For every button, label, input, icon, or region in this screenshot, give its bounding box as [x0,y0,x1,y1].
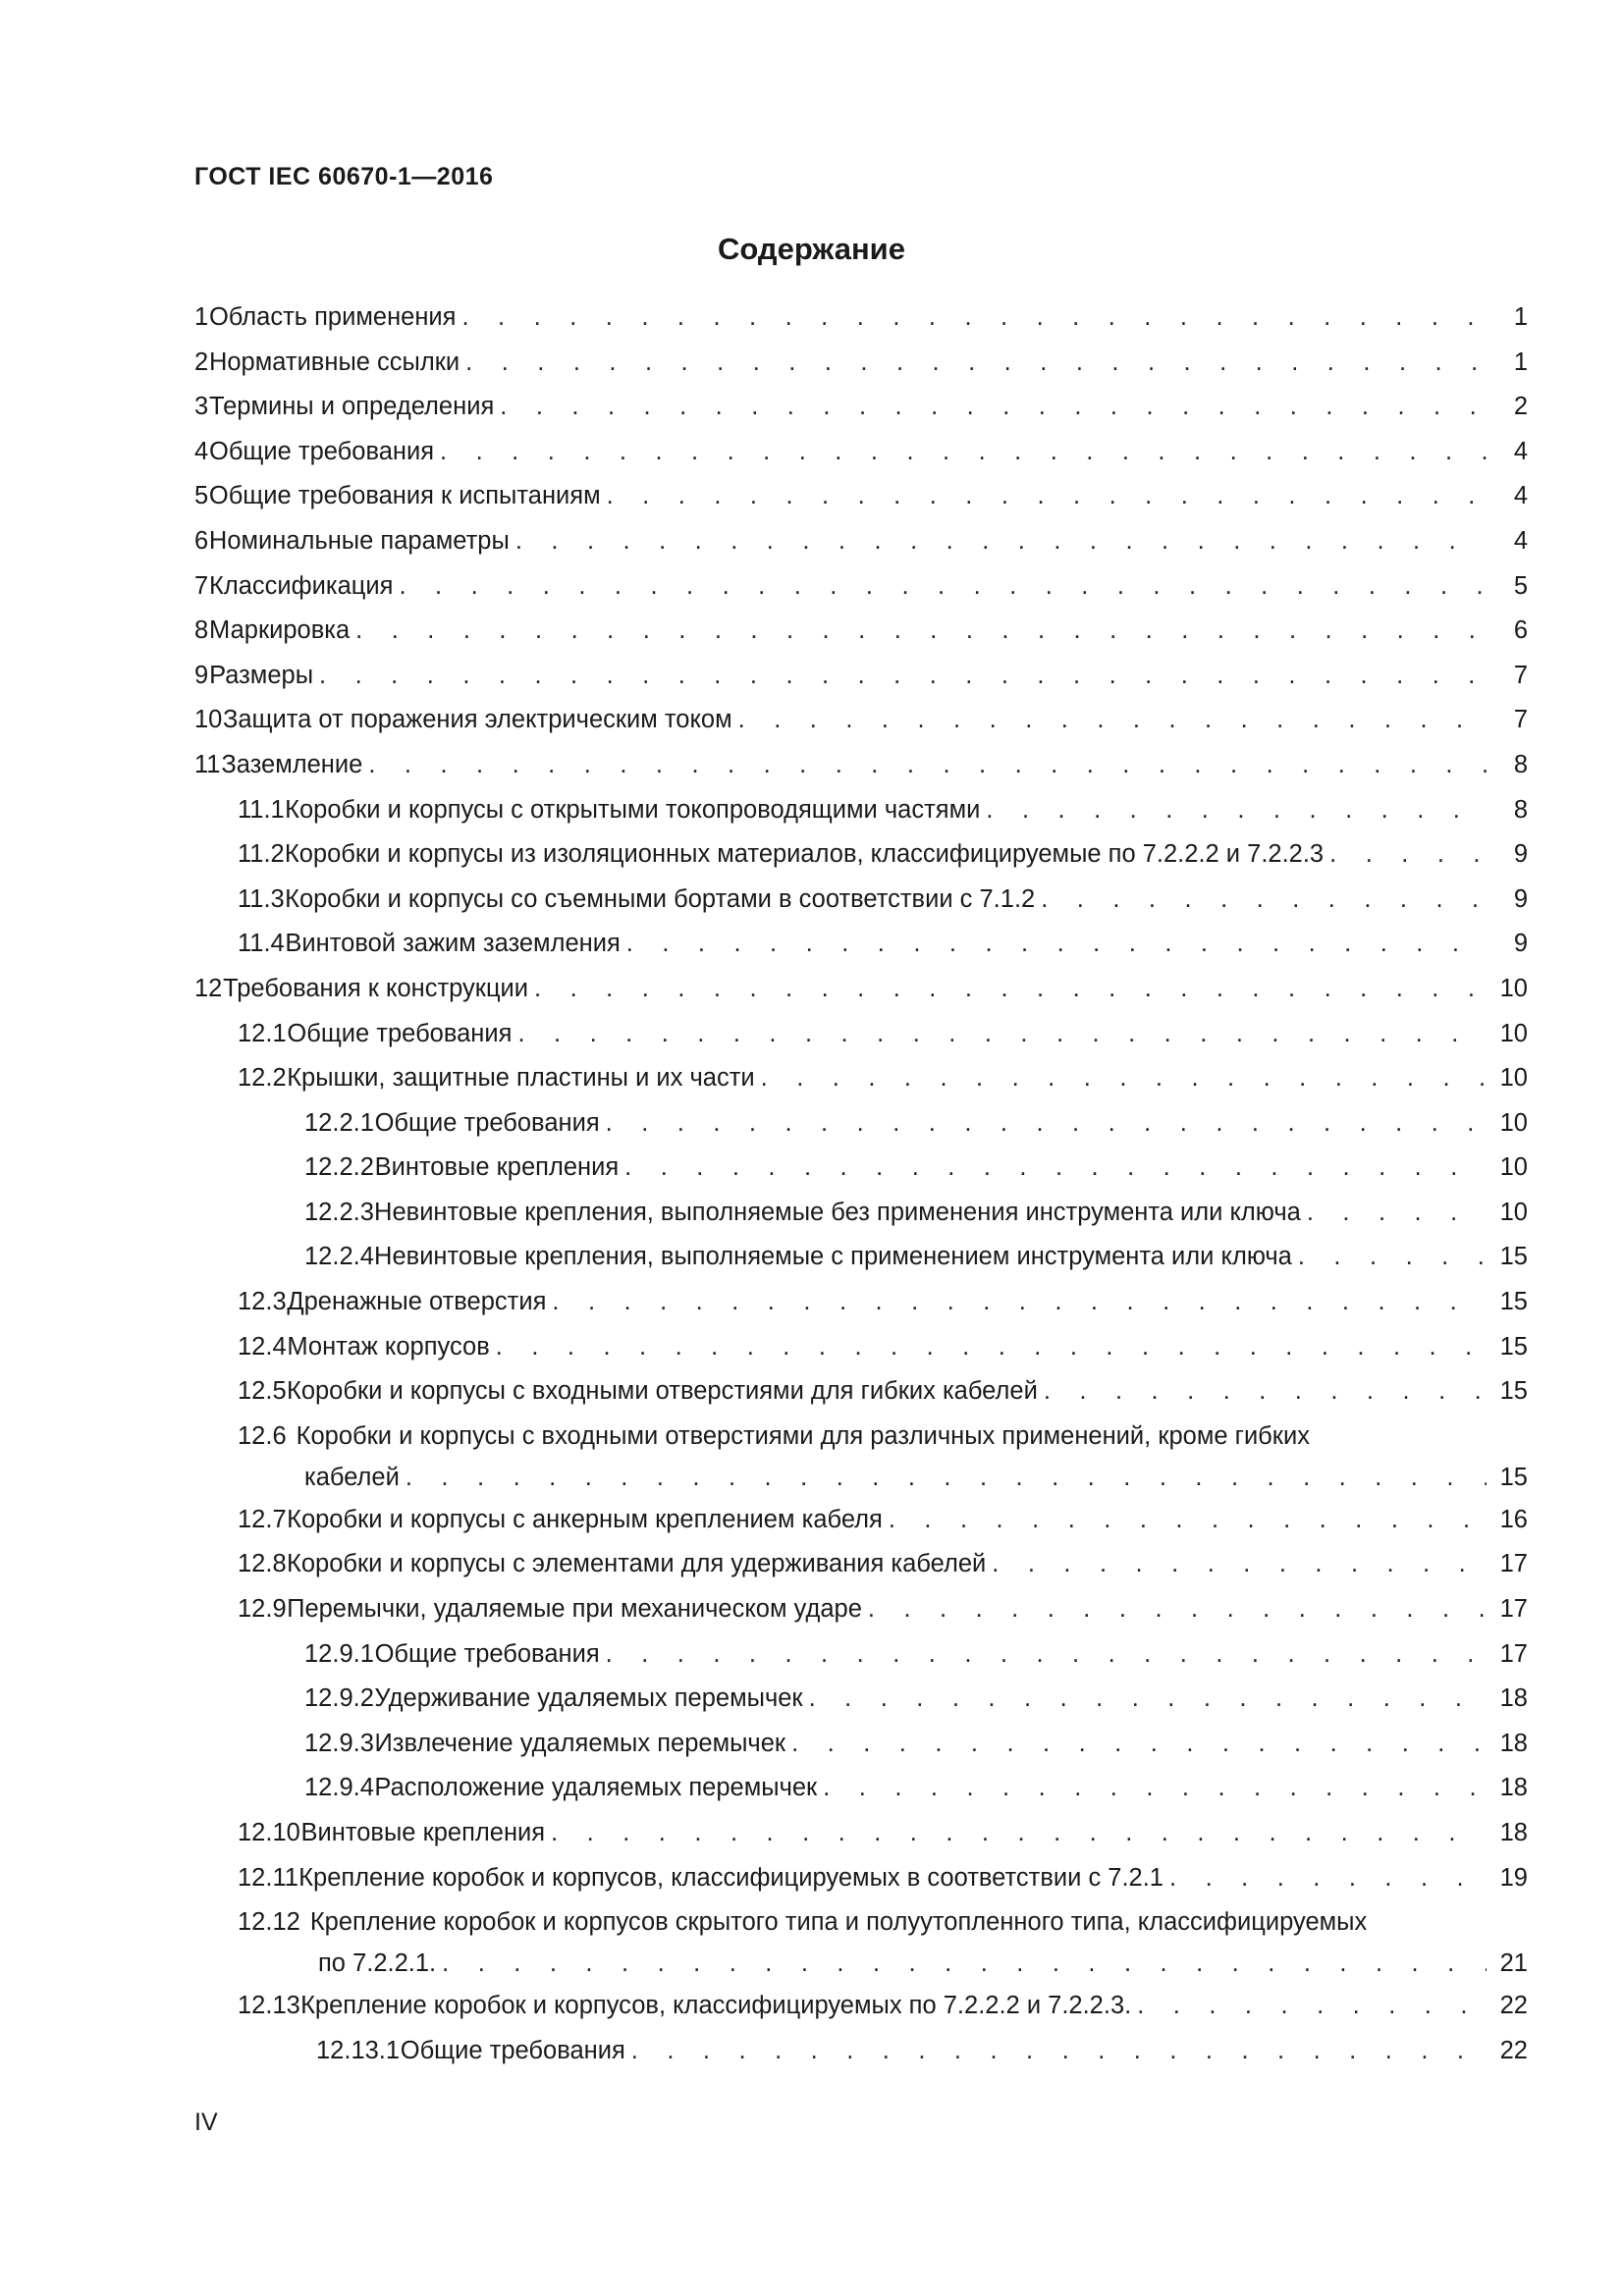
toc-entry-number: 12.9.4 [304,1774,374,1802]
toc-leader-dots [1307,1198,1487,1227]
toc-entry-title: Маркировка [209,616,351,645]
toc-entry-title: Удерживание удаляемых перемычек [374,1684,803,1713]
toc-leader-dots [791,1729,1487,1758]
toc-leader-dots [1298,1242,1487,1271]
toc-entry[interactable] [194,1639,1528,1684]
toc-entry-title: Винтовые крепления [374,1153,620,1182]
toc-entry[interactable] [194,1683,1528,1729]
toc-leader-dots [1329,839,1487,869]
toc-entry[interactable] [194,1773,1528,1818]
toc-entry[interactable] [194,1594,1528,1639]
toc-entry[interactable] [194,481,1528,526]
toc-leader-dots [1041,884,1487,914]
toc-entry-title: Крепление коробок и корпусов, классифицируемых по 7.2.2.2 и 7.2.2.3. [300,1992,1132,2020]
toc-entry-number: 12.13.1 [316,2036,401,2064]
toc-entry-page: 18 [1499,1729,1528,1757]
toc-entry-title: Дренажные отверстия [287,1288,547,1316]
toc-leader-dots [1137,1991,1487,2020]
toc-entry-number: 4 [194,437,209,465]
toc-leader-dots [606,1108,1487,1138]
toc-entry[interactable] [194,929,1528,974]
toc-entry-number: 2 [194,347,209,376]
toc-entry-number: 10 [194,706,223,734]
toc-entry-page: 15 [1499,1243,1528,1271]
toc-leader-dots [631,2036,1487,2065]
toc-entry-number: 12.7 [238,1505,287,1533]
toc-leader-dots [406,1463,1487,1492]
toc-entry-page: 9 [1513,884,1528,913]
toc-entry-number: 3 [194,393,209,421]
toc-entry-title: Коробки и корпусы из изоляционных материалов, классифицируемые по 7.2.2.2 и 7.2.2.3 [284,840,1325,869]
table-of-contents [194,302,1528,2080]
toc-entry-page: 10 [1499,1108,1528,1137]
toc-entry-title: Коробки и корпусы с открытыми токопроводящими частями [285,795,981,824]
toc-entry[interactable] [194,1063,1528,1108]
toc-entry[interactable] [194,974,1528,1019]
toc-entry-number: 12 [194,974,223,1002]
toc-entry-number: 11.4 [238,930,285,958]
toc-entry-number: 12.13 [238,1992,300,2020]
toc-leader-dots [551,1818,1487,1847]
toc-entry[interactable] [194,1729,1528,1774]
toc-entry[interactable] [194,1287,1528,1332]
toc-entry-title: Винтовые крепления [300,1819,546,1846]
page-number: IV [194,2109,218,2136]
toc-entry-number: 5 [194,482,209,510]
toc-entry-page: 5 [1513,571,1528,600]
toc-entry-page: 16 [1499,1505,1528,1533]
toc-entry-title: Номинальные параметры [208,526,510,555]
toc-entry-title: Заземление [221,750,363,778]
toc-entry-page: 10 [1499,974,1528,1002]
toc-entry[interactable] [194,1242,1528,1287]
toc-entry-title: Крепление коробок и корпусов, классифицируемых в соответствии с 7.2.1 [298,1863,1163,1892]
toc-entry-title: Коробки и корпусы со съемными бортами в соответствии с 7.1.2 [285,884,1036,913]
toc-entry-page: 1 [1513,347,1528,376]
toc-leader-dots [1169,1863,1487,1893]
toc-entry-number: 12.9 [238,1595,287,1624]
toc-leader-dots [515,526,1487,556]
toc-leader-dots [823,1773,1487,1802]
toc-leader-dots [465,347,1487,377]
toc-entry[interactable] [194,1991,1528,2036]
toc-entry-number: 7 [194,571,209,600]
toc-leader-dots [534,974,1487,1003]
toc-entry[interactable] [194,1818,1528,1863]
toc-leader-dots [552,1287,1487,1316]
toc-leader-dots [1044,1376,1487,1406]
toc-entry-page: 15 [1499,1377,1528,1406]
toc-entry-title: Винтовой зажим заземления [285,930,621,958]
toc-entry-page: 15 [1499,1463,1528,1491]
toc-entry-number: 12.5 [238,1377,287,1406]
toc-entry[interactable] [194,2036,1528,2081]
toc-entry-title: Невинтовые крепления, выполняемые с применением инструмента или ключа [374,1243,1292,1271]
toc-entry[interactable] [194,571,1528,616]
toc-entry-number: 11.1 [238,795,285,824]
toc-leader-dots [889,1505,1487,1534]
toc-entry-number: 12.10 [238,1819,300,1846]
toc-entry-number: 11 [194,750,221,778]
toc-entry[interactable] [194,1019,1528,1064]
toc-entry-title: Общие требования [374,1639,600,1668]
toc-entry-title: Термины и определения [208,393,495,421]
toc-entry-number: 11.2 [238,840,285,869]
toc-entry-page: 8 [1513,795,1528,824]
toc-entry-page: 10 [1499,1198,1528,1226]
toc-entry-title-continued: кабелей [304,1463,400,1491]
toc-entry-title: Коробки и корпусы с входными отверстиями для различных применений, кроме гибких [296,1421,1310,1450]
toc-leader-dots [992,1549,1487,1578]
toc-entry-number: 8 [194,616,209,645]
toc-entry[interactable] [194,795,1528,840]
toc-entry-page: 17 [1499,1550,1528,1578]
toc-entry-number: 9 [194,661,209,689]
toc-entry[interactable] [194,884,1528,930]
toc-entry[interactable] [194,705,1528,750]
toc-entry[interactable] [194,526,1528,571]
toc-leader-dots [319,661,1487,690]
toc-entry-page: 15 [1499,1332,1528,1361]
toc-entry[interactable] [194,1505,1528,1550]
toc-leader-dots [500,392,1487,421]
toc-entry[interactable] [194,392,1528,437]
toc-entry[interactable] [194,1152,1528,1198]
toc-entry-page: 17 [1499,1595,1528,1624]
toc-entry-number: 12.2.2 [304,1153,374,1182]
toc-leader-dots [624,1152,1487,1182]
toc-entry-number: 12.11 [238,1863,298,1892]
toc-leader-dots [868,1594,1487,1624]
toc-entry[interactable] [194,302,1528,347]
toc-entry-title: Требования к конструкции [223,974,529,1002]
toc-leader-dots [399,571,1487,601]
toc-leader-dots [761,1063,1487,1093]
toc-entry-page: 15 [1499,1288,1528,1316]
toc-entry[interactable] [194,1332,1528,1377]
toc-entry-page: 7 [1513,706,1528,734]
toc-leader-dots [440,437,1487,466]
toc-entry-page: 2 [1513,393,1528,421]
toc-entry[interactable] [194,1549,1528,1594]
toc-entry[interactable] [194,615,1528,661]
toc-entry[interactable] [194,1863,1528,1908]
toc-entry-page: 6 [1513,616,1528,645]
toc-entry-page: 21 [1499,1949,1528,1978]
toc-entry-page: 9 [1513,930,1528,958]
toc-entry-title: Расположение удаляемых перемычек [374,1774,818,1802]
toc-entry-title: Общие требования [208,437,435,465]
toc-leader-dots [986,795,1487,825]
toc-leader-dots [809,1683,1487,1713]
toc-entry-number: 12.9.1 [304,1639,374,1668]
toc-entry-number: 12.8 [238,1550,287,1578]
toc-entry-page: 4 [1513,526,1528,555]
toc-leader-dots [607,481,1487,510]
toc-entry[interactable] [194,1421,1528,1505]
toc-entry-title: Размеры [209,661,314,689]
toc-entry-number: 12.2.3 [304,1198,374,1226]
toc-entry-page: 19 [1499,1863,1528,1892]
toc-entry-page: 17 [1499,1639,1528,1668]
toc-entry-title: Коробки и корпусы с элементами для удерживания кабелей [287,1550,987,1578]
toc-entry[interactable] [194,347,1528,393]
toc-entry-page: 4 [1513,482,1528,510]
toc-entry-page: 18 [1499,1684,1528,1713]
toc-entry-page: 18 [1499,1819,1528,1846]
toc-entry-title: Общие требования [287,1019,513,1047]
toc-leader-dots [368,750,1487,779]
toc-entry-number: 11.3 [238,884,285,913]
toc-entry[interactable] [194,437,1528,482]
page-title: Содержание [718,232,905,266]
toc-entry-page: 8 [1513,750,1528,778]
toc-entry[interactable] [194,1907,1528,1991]
toc-entry[interactable] [194,661,1528,706]
toc-entry-page: 10 [1499,1153,1528,1182]
toc-entry-title: Общие требования к испытаниям [208,482,601,510]
toc-entry-number: 12.1 [238,1019,287,1047]
toc-entry[interactable] [194,750,1528,795]
toc-leader-dots [626,929,1487,958]
toc-entry-title: Коробки и корпусы с входными отверстиями для гибких кабелей [286,1377,1038,1406]
toc-entry-page: 1 [1513,303,1528,331]
toc-entry-page: 7 [1513,661,1528,689]
toc-entry-number: 12.3 [238,1288,287,1316]
toc-entry-page: 4 [1513,437,1528,465]
toc-entry-title: Коробки и корпусы с анкерным креплением кабеля [287,1505,883,1533]
toc-entry-page: 9 [1513,840,1528,869]
toc-entry-number: 12.9.2 [304,1684,374,1713]
toc-leader-dots [738,705,1487,734]
toc-entry-number: 12.12 [238,1908,300,1937]
toc-entry-number: 12.6 [238,1421,287,1450]
toc-entry-page: 10 [1499,1064,1528,1093]
toc-entry-number: 6 [194,526,209,555]
toc-entry-number: 12.2.1 [304,1108,374,1137]
toc-entry[interactable] [194,1198,1528,1243]
toc-entry-title: Область применения [208,303,457,331]
toc-entry-page: 10 [1499,1019,1528,1047]
toc-entry-title: Классификация [209,571,394,600]
toc-entry-title: Монтаж корпусов [287,1332,490,1361]
toc-entry-number: 12.2.4 [304,1243,374,1271]
toc-entry-title-continued: по 7.2.2.1. [318,1949,437,1978]
toc-entry-number: 12.2 [238,1064,287,1093]
toc-leader-dots [517,1019,1487,1048]
toc-entry[interactable] [194,839,1528,884]
toc-leader-dots [355,615,1487,645]
toc-entry-page: 22 [1499,2036,1528,2064]
toc-entry-title: Защита от поражения электрическим током [222,706,732,734]
toc-leader-dots [496,1332,1487,1362]
toc-entry-number: 1 [194,303,209,331]
toc-entry-number: 12.4 [238,1332,287,1361]
toc-entry-title: Общие требования [374,1108,600,1137]
toc-leader-dots [606,1639,1487,1669]
toc-entry-page: 22 [1499,1992,1528,2020]
toc-entry-title: Невинтовые крепления, выполняемые без применения инструмента или ключа [374,1198,1301,1226]
toc-leader-dots [442,1949,1487,1978]
document-header: ГОСТ IEC 60670-1—2016 [194,163,494,190]
toc-entry-title: Извлечение удаляемых перемычек [374,1729,786,1757]
toc-entry[interactable] [194,1376,1528,1421]
toc-entry-title: Крепление коробок и корпусов скрытого типа и полуутопленного типа, классифицируемых [309,1908,1368,1937]
toc-entry-number: 12.9.3 [304,1729,374,1757]
toc-leader-dots [461,302,1487,332]
toc-entry-title: Общие требования [400,2036,625,2064]
toc-entry-title: Перемычки, удаляемые при механическом ударе [287,1595,862,1624]
toc-entry[interactable] [194,1108,1528,1153]
toc-entry-title: Нормативные ссылки [208,347,460,376]
toc-entry-page: 18 [1499,1774,1528,1802]
toc-entry-title: Крышки, защитные пластины и их части [287,1064,755,1093]
